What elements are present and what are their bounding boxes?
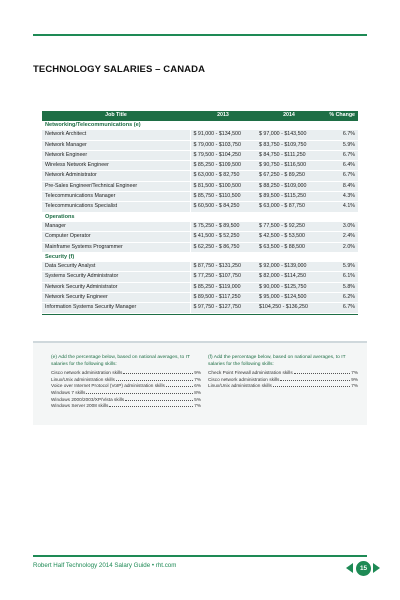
dot-leader [86, 393, 193, 394]
footnote-item [208, 370, 358, 377]
table-row [42, 150, 358, 160]
dot-leader [123, 373, 193, 374]
salary-2014: $ 82,000 - $114,250 [256, 272, 322, 282]
top-rule [33, 34, 367, 36]
skill-percent: 9% [351, 376, 358, 382]
dot-leader [280, 380, 350, 381]
footnote-item [208, 377, 358, 384]
section-title: Operations [42, 212, 358, 222]
table-row [42, 130, 358, 140]
table-row [42, 232, 358, 242]
salary-2013: $ 41,500 - $ 52,250 [190, 232, 256, 242]
table-row [42, 242, 358, 252]
table-row [42, 140, 358, 150]
skill-label: Windows 7 skills [51, 389, 86, 395]
footnote-item [51, 370, 201, 377]
footer-text: Robert Half Technology 2014 Salary Guide • rht.com [33, 562, 177, 569]
dot-leader [294, 373, 351, 374]
table-row [42, 222, 358, 232]
percent-change: 3.0% [322, 222, 358, 232]
salary-2013: $ 79,500 - $104,250 [190, 150, 256, 160]
salary-2013: $ 85,250 - $109,500 [190, 161, 256, 171]
salary-2013: $ 63,000 - $ 82,750 [190, 171, 256, 181]
table-row [42, 262, 358, 272]
salary-2013: $ 62,250 - $ 86,750 [190, 242, 256, 252]
salary-2013: $ 75,250 - $ 89,500 [190, 222, 256, 232]
salary-2013: $ 85,250 - $119,000 [190, 282, 256, 292]
skill-percent: 7% [194, 403, 201, 409]
footnote-item [51, 377, 201, 384]
salary-2013: $ 60,500 - $ 84,250 [190, 202, 256, 212]
percent-change: 6.4% [322, 161, 358, 171]
skill-label: Cisco network administration skills [208, 376, 280, 382]
next-page-arrow-icon[interactable] [373, 563, 380, 573]
section-title: Security (f) [42, 252, 358, 262]
salary-2014: $ 67,250 - $ 89,250 [256, 171, 322, 181]
footnote-item [51, 390, 201, 397]
job-title: Telecommunications Manager [42, 192, 190, 202]
skill-percent: 7% [351, 370, 358, 376]
section-header-security [42, 252, 358, 262]
salary-2013: $ 77,250 - $107,750 [190, 272, 256, 282]
previous-page-arrow-icon[interactable] [346, 563, 353, 573]
table-row [42, 171, 358, 181]
salary-2014: $ 88,250 - $109,000 [256, 181, 322, 191]
skill-percent: 7% [351, 383, 358, 389]
job-title: Network Engineer [42, 150, 190, 160]
table-row [42, 181, 358, 191]
salary-2013: $ 85,750 - $110,500 [190, 192, 256, 202]
salary-2014: $ 92,000 - $139,000 [256, 262, 322, 272]
job-title: Network Architect [42, 130, 190, 140]
percent-change: 6.7% [322, 150, 358, 160]
salary-2013: $ 89,500 - $117,250 [190, 293, 256, 303]
table-header-row [42, 111, 358, 121]
header-2013: 2013 [190, 111, 256, 121]
percent-change: 8.4% [322, 181, 358, 191]
skill-label: Voice over Internet Protocol (VoIP) administration skills [51, 383, 165, 389]
dot-leader [125, 400, 193, 401]
table-row [42, 282, 358, 292]
salary-2014: $ 84,750 - $111,250 [256, 150, 322, 160]
salary-2013: $ 79,000 - $103,750 [190, 140, 256, 150]
section-header-operations [42, 212, 358, 222]
table-row [42, 303, 358, 313]
salary-2014: $ 95,000 - $124,500 [256, 293, 322, 303]
skill-label: Linux/Unix administration skills [208, 383, 272, 389]
job-title: Wireless Network Engineer [42, 161, 190, 171]
job-title: Systems Security Administrator [42, 272, 190, 282]
skill-percent: 5% [194, 396, 201, 402]
job-title: Telecommunications Specialist [42, 202, 190, 212]
salary-2014: $ 90,000 - $125,750 [256, 282, 322, 292]
footnote-title: (f) Add the percentage below, based on national averages, to IT salaries for the following skills: [208, 355, 346, 367]
skill-label: Check Point Firewall administration skills [208, 370, 293, 376]
percent-change: 6.1% [322, 272, 358, 282]
dot-leader [116, 380, 193, 381]
table-row [42, 272, 358, 282]
footnote-e [51, 355, 201, 410]
job-title: Network Administrator [42, 171, 190, 181]
table-row [42, 161, 358, 171]
percent-change: 5.8% [322, 282, 358, 292]
salary-2014: $ 83,750 - $109,750 [256, 140, 322, 150]
dot-leader [273, 386, 350, 387]
salary-2014: $ 90,750 - $116,500 [256, 161, 322, 171]
skill-label: Windows Server 2008 skills [51, 403, 109, 409]
skill-label: Cisco network administration skills [51, 370, 123, 376]
percent-change: 4.1% [322, 202, 358, 212]
footnote-item [208, 383, 358, 390]
salary-2013: $ 81,500 - $100,500 [190, 181, 256, 191]
footnote-item [51, 403, 201, 410]
job-title: Network Manager [42, 140, 190, 150]
section-title: Networking/Telecommunications (e) [42, 121, 358, 130]
salary-2014: $ 63,000 - $ 87,750 [256, 202, 322, 212]
table-row [42, 192, 358, 202]
job-title: Network Security Engineer [42, 293, 190, 303]
header-percent-change: % Change [322, 111, 358, 121]
bottom-rule [33, 555, 367, 557]
salary-2014: $ 77,500 - $ 92,250 [256, 222, 322, 232]
salary-2014: $ 97,000 - $143,500 [256, 130, 322, 140]
skill-percent: 9% [194, 370, 201, 376]
footnote-title: (e) Add the percentage below, based on national averages, to IT salaries for the following skills: [51, 355, 190, 367]
footnotes-box [33, 341, 367, 425]
job-title: Data Security Analyst [42, 262, 190, 272]
percent-change: 5.9% [322, 262, 358, 272]
page-title: TECHNOLOGY SALARIES – CANADA [33, 64, 206, 75]
job-title: Computer Operator [42, 232, 190, 242]
percent-change: 6.7% [322, 303, 358, 313]
percent-change: 2.4% [322, 232, 358, 242]
job-title: Pre-Sales Engineer/Technical Engineer [42, 181, 190, 191]
job-title: Information Systems Security Manager [42, 303, 190, 313]
footnote-f [208, 355, 358, 390]
salary-2014: $ 89,500 - $115,250 [256, 192, 322, 202]
salary-2014: $ 42,500 - $ 53,500 [256, 232, 322, 242]
percent-change: 5.9% [322, 140, 358, 150]
salary-table [42, 111, 358, 315]
percent-change: 6.7% [322, 171, 358, 181]
salary-2013: $ 97,750 - $127,750 [190, 303, 256, 313]
skill-percent: 8% [194, 389, 201, 395]
job-title: Network Security Administrator [42, 282, 190, 292]
dot-leader [109, 406, 193, 407]
salary-2013: $ 91,000 - $134,500 [190, 130, 256, 140]
job-title: Mainframe Systems Programmer [42, 242, 190, 252]
footnote-item [51, 383, 201, 390]
salary-2013: $ 87,750 - $131,250 [190, 262, 256, 272]
salary-2014: $ 63,500 - $ 88,500 [256, 242, 322, 252]
percent-change: 6.2% [322, 293, 358, 303]
percent-change: 4.3% [322, 192, 358, 202]
header-job-title: Job Title [42, 111, 190, 121]
percent-change: 6.7% [322, 130, 358, 140]
header-2014: 2014 [256, 111, 322, 121]
percent-change: 2.0% [322, 242, 358, 252]
table-row [42, 293, 358, 303]
skill-percent: 7% [194, 376, 201, 382]
skill-percent: 6% [194, 383, 201, 389]
section-header-networking [42, 121, 358, 130]
skill-label: Linux/Unix administration skills [51, 376, 115, 382]
footnote-item [51, 397, 201, 404]
table-bottom-bar [42, 313, 358, 315]
dot-leader [166, 386, 193, 387]
page-number: 15 [356, 561, 371, 576]
table-bottom-rule [42, 313, 358, 315]
skill-label: Windows 2000/2003/XP/Vista skills [51, 396, 125, 402]
salary-2014: $104,250 - $136,250 [256, 303, 322, 313]
table-row [42, 202, 358, 212]
job-title: Manager [42, 222, 190, 232]
